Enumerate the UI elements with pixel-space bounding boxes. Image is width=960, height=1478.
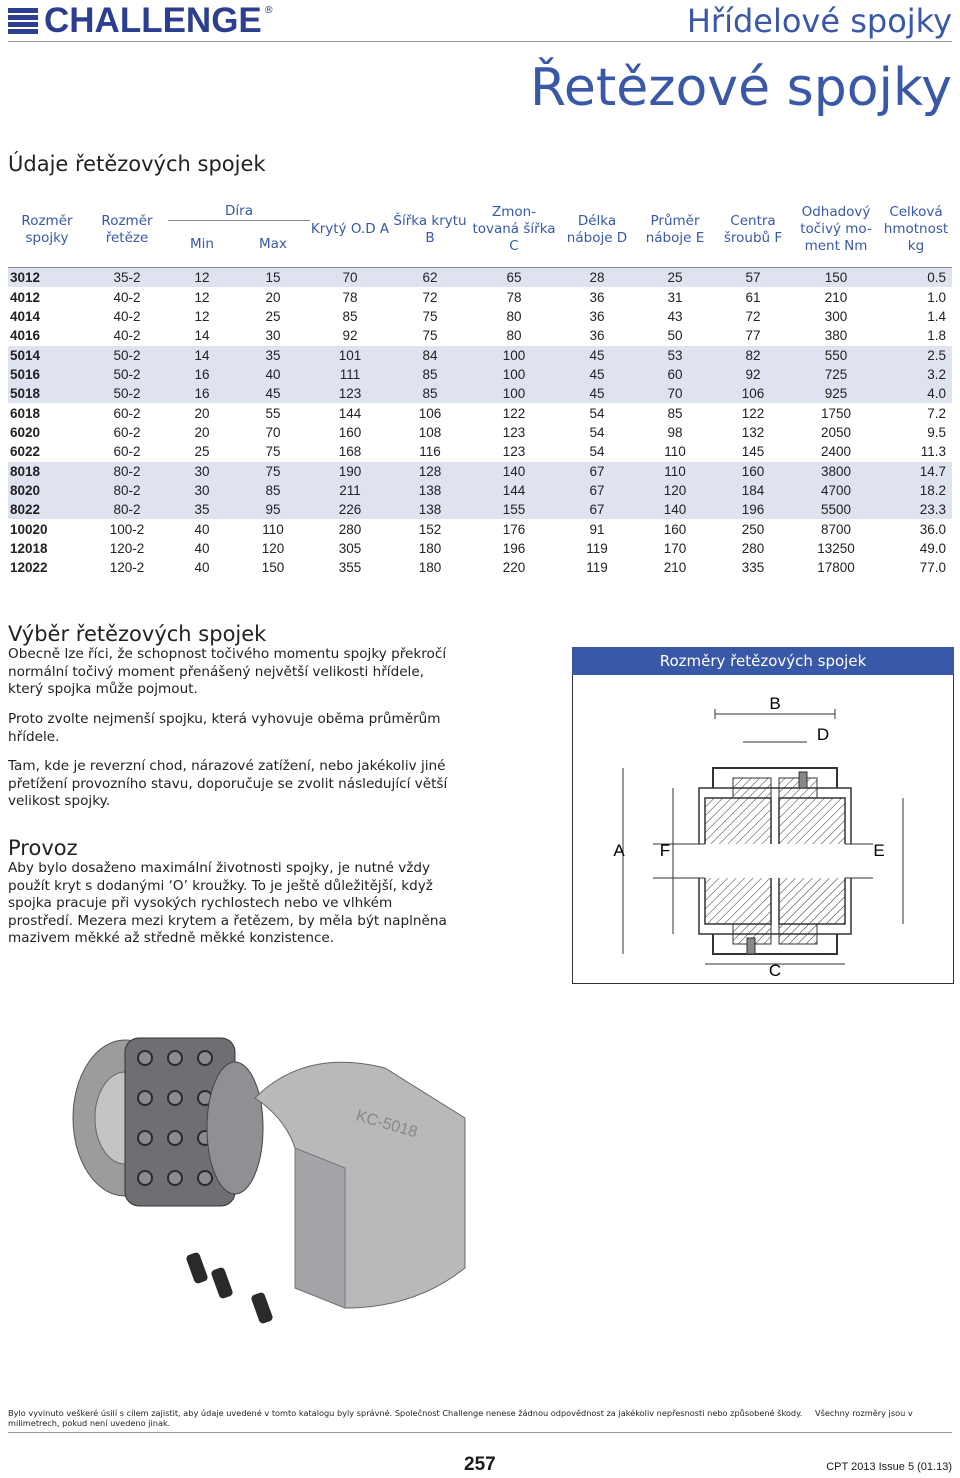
footer-notes <box>8 1408 952 1428</box>
table-cell: 8018 <box>8 462 86 482</box>
table-row <box>8 442 952 462</box>
table-cell: 5018 <box>8 384 86 404</box>
table-cell: 3.2 <box>880 365 952 384</box>
table-row <box>8 500 952 520</box>
cover-half-icon <box>255 1062 465 1308</box>
table-cell: 50-2 <box>86 365 168 384</box>
table-cell: 2050 <box>820 425 852 440</box>
page-title: Řetězové spojky <box>530 58 952 118</box>
header-divider <box>8 41 952 42</box>
table-cell: 250 <box>714 520 792 540</box>
table-cell: 155 <box>470 500 558 520</box>
table-cell: 85 <box>342 309 358 324</box>
table-cell: 144 <box>310 404 390 424</box>
table-cell: 70 <box>310 268 390 288</box>
header-weight: Celková hmotnost kg <box>883 204 949 254</box>
header-bolt-centres: Centra šroubů F <box>723 212 783 246</box>
table-cell: 110 <box>636 462 714 482</box>
table-cell: 78 <box>310 288 390 308</box>
table-cell: 70 <box>265 425 281 440</box>
header-assembled-width: Zmon- tovaná šířka C <box>472 204 556 254</box>
operation-heading: Provoz <box>8 836 78 860</box>
table-cell: 78 <box>470 288 558 308</box>
challenge-logo <box>8 3 353 39</box>
table-cell: 50-2 <box>86 384 168 404</box>
table-cell: 1750 <box>792 404 880 424</box>
table-cell: 100 <box>470 365 558 384</box>
table-cell: 6018 <box>8 404 86 424</box>
table-cell: 119 <box>586 560 608 575</box>
table-cell: 4.0 <box>880 384 952 404</box>
table-cell: 145 <box>741 444 765 459</box>
table-cell: 5016 <box>8 365 86 384</box>
table-cell: 80-2 <box>86 462 168 482</box>
label-e: E <box>873 841 885 860</box>
header-bore-min: Min <box>168 221 236 268</box>
coupling-product-photo <box>55 1028 475 1338</box>
table-cell: 106 <box>390 404 470 424</box>
table-row <box>8 462 952 482</box>
table-cell: 196 <box>502 541 526 556</box>
table-row <box>8 288 952 308</box>
table-cell: 80-2 <box>86 481 168 500</box>
table-cell: 16 <box>168 365 236 384</box>
table-cell: 85 <box>236 481 310 500</box>
table-cell: 108 <box>418 425 442 440</box>
table-cell: 18.2 <box>880 481 952 500</box>
table-cell: 30 <box>265 328 281 343</box>
table-row <box>8 346 952 366</box>
table-cell: 50 <box>667 328 683 343</box>
table-cell: 122 <box>714 404 792 424</box>
screw-icon <box>210 1267 233 1300</box>
bolt-bottom <box>747 938 755 954</box>
table-cell: 60-2 <box>113 425 141 440</box>
table-cell: 2400 <box>820 444 852 459</box>
table-cell: 140 <box>470 462 558 482</box>
table-cell: 110 <box>236 520 310 540</box>
table-cell: 14.7 <box>880 462 952 482</box>
table-cell: 54 <box>589 425 605 440</box>
table-row <box>8 268 952 288</box>
selection-paragraph-3: Tam, kde je reverzní chod, nárazové zatížení, nebo jakékoliv jiné přetížení provozního stavu, doporučuje se zvolit následující větší velikost spojky. <box>8 758 448 809</box>
table-cell: 10020 <box>8 520 86 540</box>
sprocket-top-left <box>733 778 771 798</box>
table-cell: 120-2 <box>109 541 145 556</box>
label-c: C <box>768 961 782 980</box>
label-b: B <box>769 694 781 713</box>
cover-marking-text: KC-5018 <box>353 1107 420 1142</box>
table-cell: 80-2 <box>86 500 168 520</box>
table-cell: 75 <box>265 444 281 459</box>
table-cell: 4016 <box>10 328 41 343</box>
table-cell: 95 <box>236 500 310 520</box>
table-cell: 8700 <box>792 520 880 540</box>
table-cell: 40-2 <box>86 288 168 308</box>
table-cell: 20 <box>236 288 310 308</box>
table-cell: 36 <box>589 309 605 324</box>
registered-mark: ® <box>263 5 274 16</box>
table-cell: 57 <box>714 268 792 288</box>
table-cell: 12 <box>168 288 236 308</box>
table-cell: 3012 <box>8 268 86 288</box>
table-cell: 80 <box>506 328 522 343</box>
label-f: F <box>659 841 671 860</box>
table-row <box>8 481 952 500</box>
table-cell: 40 <box>236 365 310 384</box>
table-cell: 3800 <box>792 462 880 482</box>
table-cell: 45 <box>558 365 636 384</box>
header-coupling-size: Rozměr spojky <box>21 212 73 246</box>
screw-icon <box>250 1292 273 1325</box>
table-cell: 35-2 <box>86 268 168 288</box>
table-cell: 45 <box>558 384 636 404</box>
footer-divider <box>8 1432 952 1433</box>
table-cell: 45 <box>558 346 636 366</box>
table-cell: 305 <box>338 541 362 556</box>
table-cell: 67 <box>558 481 636 500</box>
table-cell: 40 <box>194 560 210 575</box>
table-cell: 60-2 <box>113 444 141 459</box>
operation-paragraph: Aby bylo dosaženo maximální životnosti spojky, je nutné vždy použít kryt s dodanými ‘O’ kroužky. To je ještě důležitější, když spojka pracuje při vysokých rychlostech nebo ve vlhkém prostředí. Mezera mezi krytem a řetězem, by měla být naplněna mazivem měkké až středně měkké konzistence. <box>8 860 447 946</box>
sprocket-bottom-right <box>779 924 817 944</box>
table-cell: 4014 <box>10 309 41 324</box>
table-cell: 14 <box>168 346 236 366</box>
table-cell: 111 <box>310 365 390 384</box>
header-bore: Díra <box>225 203 253 219</box>
table-cell: 2.5 <box>880 346 952 366</box>
table-cell: 160 <box>338 425 362 440</box>
table-cell: 82 <box>714 346 792 366</box>
screw-icon <box>185 1252 208 1285</box>
table-cell: 550 <box>792 346 880 366</box>
table-cell: 196 <box>714 500 792 520</box>
table-cell: 67 <box>558 500 636 520</box>
table-cell: 120 <box>261 541 285 556</box>
table-cell: 85 <box>390 384 470 404</box>
table-cell: 160 <box>714 462 792 482</box>
table-cell: 300 <box>824 309 848 324</box>
table-cell: 36.0 <box>880 520 952 540</box>
table-cell: 12018 <box>10 541 48 556</box>
table-cell: 106 <box>714 384 792 404</box>
table-cell: 72 <box>390 288 470 308</box>
table-row <box>8 520 952 540</box>
table-row <box>8 558 952 577</box>
table-cell: 36 <box>589 328 605 343</box>
header-bore-max: Max <box>236 221 310 268</box>
table-cell: 14 <box>194 328 210 343</box>
table-row <box>8 365 952 384</box>
table-cell: 725 <box>792 365 880 384</box>
table-cell: 184 <box>714 481 792 500</box>
table-cell: 50-2 <box>86 346 168 366</box>
table-cell: 25 <box>265 309 281 324</box>
table-cell: 210 <box>792 288 880 308</box>
label-a: A <box>613 841 625 860</box>
table-cell: 40-2 <box>113 309 141 324</box>
table-cell: 85 <box>636 404 714 424</box>
table-cell: 98 <box>667 425 683 440</box>
logo-stripes-icon <box>8 6 38 36</box>
table-cell: 1.4 <box>927 309 946 324</box>
table-cell: 119 <box>586 541 608 556</box>
table-cell: 91 <box>558 520 636 540</box>
table-cell: 61 <box>714 288 792 308</box>
table-row <box>8 326 952 346</box>
table-cell: 6020 <box>10 425 41 440</box>
table-cell: 40-2 <box>113 328 141 343</box>
table-cell: 75 <box>422 309 438 324</box>
header-chain-size: Rozměr řetěze <box>101 212 153 246</box>
table-cell: 85 <box>390 365 470 384</box>
table-cell: 80 <box>506 309 522 324</box>
table-row <box>8 539 952 558</box>
table-cell: 40 <box>168 520 236 540</box>
table-cell: 168 <box>338 444 362 459</box>
table-cell: 128 <box>390 462 470 482</box>
table-cell: 43 <box>667 309 683 324</box>
table-row <box>8 384 952 404</box>
table-cell: 6022 <box>10 444 41 459</box>
coupling-cross-section-diagram <box>573 676 953 981</box>
table-cell: 138 <box>390 481 470 500</box>
table-cell: 120 <box>636 481 714 500</box>
table-cell: 35 <box>236 346 310 366</box>
table-cell: 100 <box>470 384 558 404</box>
table-cell: 20 <box>194 425 210 440</box>
table-cell: 53 <box>636 346 714 366</box>
section-title: Hřídelové spojky <box>686 2 952 40</box>
table-cell: 150 <box>792 268 880 288</box>
table-cell: 100-2 <box>86 520 168 540</box>
table-cell: 11.3 <box>920 444 946 459</box>
table-cell: 67 <box>558 462 636 482</box>
table-cell: 54 <box>558 404 636 424</box>
table-cell: 92 <box>714 365 792 384</box>
table-cell: 120-2 <box>109 560 145 575</box>
header-hub-length: Délka náboje D <box>566 212 628 246</box>
table-cell: 60-2 <box>86 404 168 424</box>
page-number: 257 <box>464 1454 496 1475</box>
table-cell: 54 <box>589 444 605 459</box>
table-row <box>8 307 952 326</box>
table-cell: 355 <box>338 560 362 575</box>
table-cell: 9.5 <box>927 425 946 440</box>
table-cell: 5014 <box>8 346 86 366</box>
table-cell: 75 <box>422 328 438 343</box>
table-row <box>8 423 952 442</box>
table-cell: 30 <box>168 481 236 500</box>
table-cell: 123 <box>502 425 526 440</box>
table-cell: 160 <box>636 520 714 540</box>
table-cell: 335 <box>741 560 765 575</box>
table-cell: 28 <box>558 268 636 288</box>
brand-name: CHALLENGE <box>44 1 262 40</box>
header-torque: Odhadový točivý mo- ment Nm <box>800 204 872 254</box>
table-cell: 35 <box>168 500 236 520</box>
sprocket-top-right <box>779 778 817 798</box>
table-cell: 180 <box>418 541 442 556</box>
table-cell: 77.0 <box>919 560 946 575</box>
table-cell: 0.5 <box>880 268 952 288</box>
table-cell: 220 <box>502 560 526 575</box>
table-cell: 176 <box>470 520 558 540</box>
selection-paragraph-1: Obecně lze říci, že schopnost točivého momentu spojky překročí normální točivý moment přenášený největší velikosti hřídele, který spojka může pojmout. <box>8 646 447 697</box>
table-cell: 12022 <box>10 560 48 575</box>
table-cell: 132 <box>741 425 765 440</box>
table-cell: 150 <box>261 560 285 575</box>
table-cell: 49.0 <box>919 541 946 556</box>
table-cell: 280 <box>741 541 765 556</box>
dimensions-diagram-title: Rozměry řetězových spojek <box>572 647 954 675</box>
table-cell: 23.3 <box>880 500 952 520</box>
table-cell: 1.0 <box>880 288 952 308</box>
table-cell: 8022 <box>8 500 86 520</box>
table-cell: 75 <box>236 462 310 482</box>
table-cell: 380 <box>824 328 848 343</box>
table-cell: 5500 <box>792 500 880 520</box>
issue-label: CPT 2013 Issue 5 (01.13) <box>826 1461 952 1473</box>
table-cell: 72 <box>745 309 761 324</box>
table-cell: 65 <box>470 268 558 288</box>
table-cell: 20 <box>168 404 236 424</box>
table-cell: 84 <box>390 346 470 366</box>
table-cell: 12 <box>194 309 210 324</box>
table-cell: 123 <box>310 384 390 404</box>
table-cell: 55 <box>236 404 310 424</box>
table-cell: 62 <box>390 268 470 288</box>
footer-units-note: Všechny rozměry jsou v milimetrech, pokud není uvedeno jinak. <box>8 1408 913 1428</box>
table-cell: 122 <box>470 404 558 424</box>
table-cell: 170 <box>663 541 687 556</box>
header-cover-width: Šířka krytu B <box>393 212 467 246</box>
table-cell: 210 <box>663 560 687 575</box>
table-cell: 31 <box>636 288 714 308</box>
table-cell: 925 <box>792 384 880 404</box>
table-cell: 36 <box>558 288 636 308</box>
table-cell: 16 <box>168 384 236 404</box>
table-cell: 70 <box>636 384 714 404</box>
table-cell: 17800 <box>817 560 855 575</box>
table-cell: 110 <box>664 444 686 459</box>
table-cell: 77 <box>745 328 761 343</box>
coupling-data-table <box>8 192 952 577</box>
table-title: Údaje řetězových spojek <box>8 152 266 176</box>
table-cell: 140 <box>636 500 714 520</box>
header-cover-od: Krytý O.D A <box>310 221 390 237</box>
table-cell: 190 <box>310 462 390 482</box>
table-cell: 25 <box>636 268 714 288</box>
table-cell: 101 <box>310 346 390 366</box>
table-cell: 280 <box>310 520 390 540</box>
table-cell: 123 <box>502 444 526 459</box>
table-cell: 25 <box>194 444 210 459</box>
table-cell: 7.2 <box>880 404 952 424</box>
table-cell: 13250 <box>817 541 855 556</box>
table-cell: 1.8 <box>927 328 946 343</box>
table-cell: 60 <box>636 365 714 384</box>
table-cell: 30 <box>168 462 236 482</box>
table-cell: 45 <box>236 384 310 404</box>
table-cell: 92 <box>342 328 358 343</box>
table-cell: 12 <box>168 268 236 288</box>
table-cell: 4700 <box>792 481 880 500</box>
table-cell: 226 <box>310 500 390 520</box>
table-cell: 180 <box>418 560 442 575</box>
table-row <box>8 404 952 424</box>
table-cell: 40 <box>194 541 210 556</box>
table-cell: 15 <box>236 268 310 288</box>
header-hub-diameter: Průměr náboje E <box>645 212 705 246</box>
table-cell: 144 <box>470 481 558 500</box>
table-cell: 8020 <box>8 481 86 500</box>
table-cell: 4012 <box>8 288 86 308</box>
bolt-top <box>799 772 807 788</box>
selection-heading: Výběr řetězových spojek <box>8 622 267 646</box>
table-cell: 138 <box>390 500 470 520</box>
table-cell: 116 <box>419 444 441 459</box>
footer-disclaimer: Bylo vyvinuto veškeré úsilí s cílem zajistit, aby údaje uvedené v tomto katalogu byly správné. Společnost Challenge nenese žádnou odpovědnost za jakékoliv nepřesnosti nebo způsobené škody. <box>8 1408 803 1418</box>
table-cell: 100 <box>470 346 558 366</box>
table-cell: 152 <box>390 520 470 540</box>
label-d: D <box>816 725 830 744</box>
table-cell: 211 <box>310 481 390 500</box>
selection-paragraph-2: Proto zvolte nejmenší spojku, která vyhovuje oběma průměrům hřídele. <box>8 711 441 745</box>
